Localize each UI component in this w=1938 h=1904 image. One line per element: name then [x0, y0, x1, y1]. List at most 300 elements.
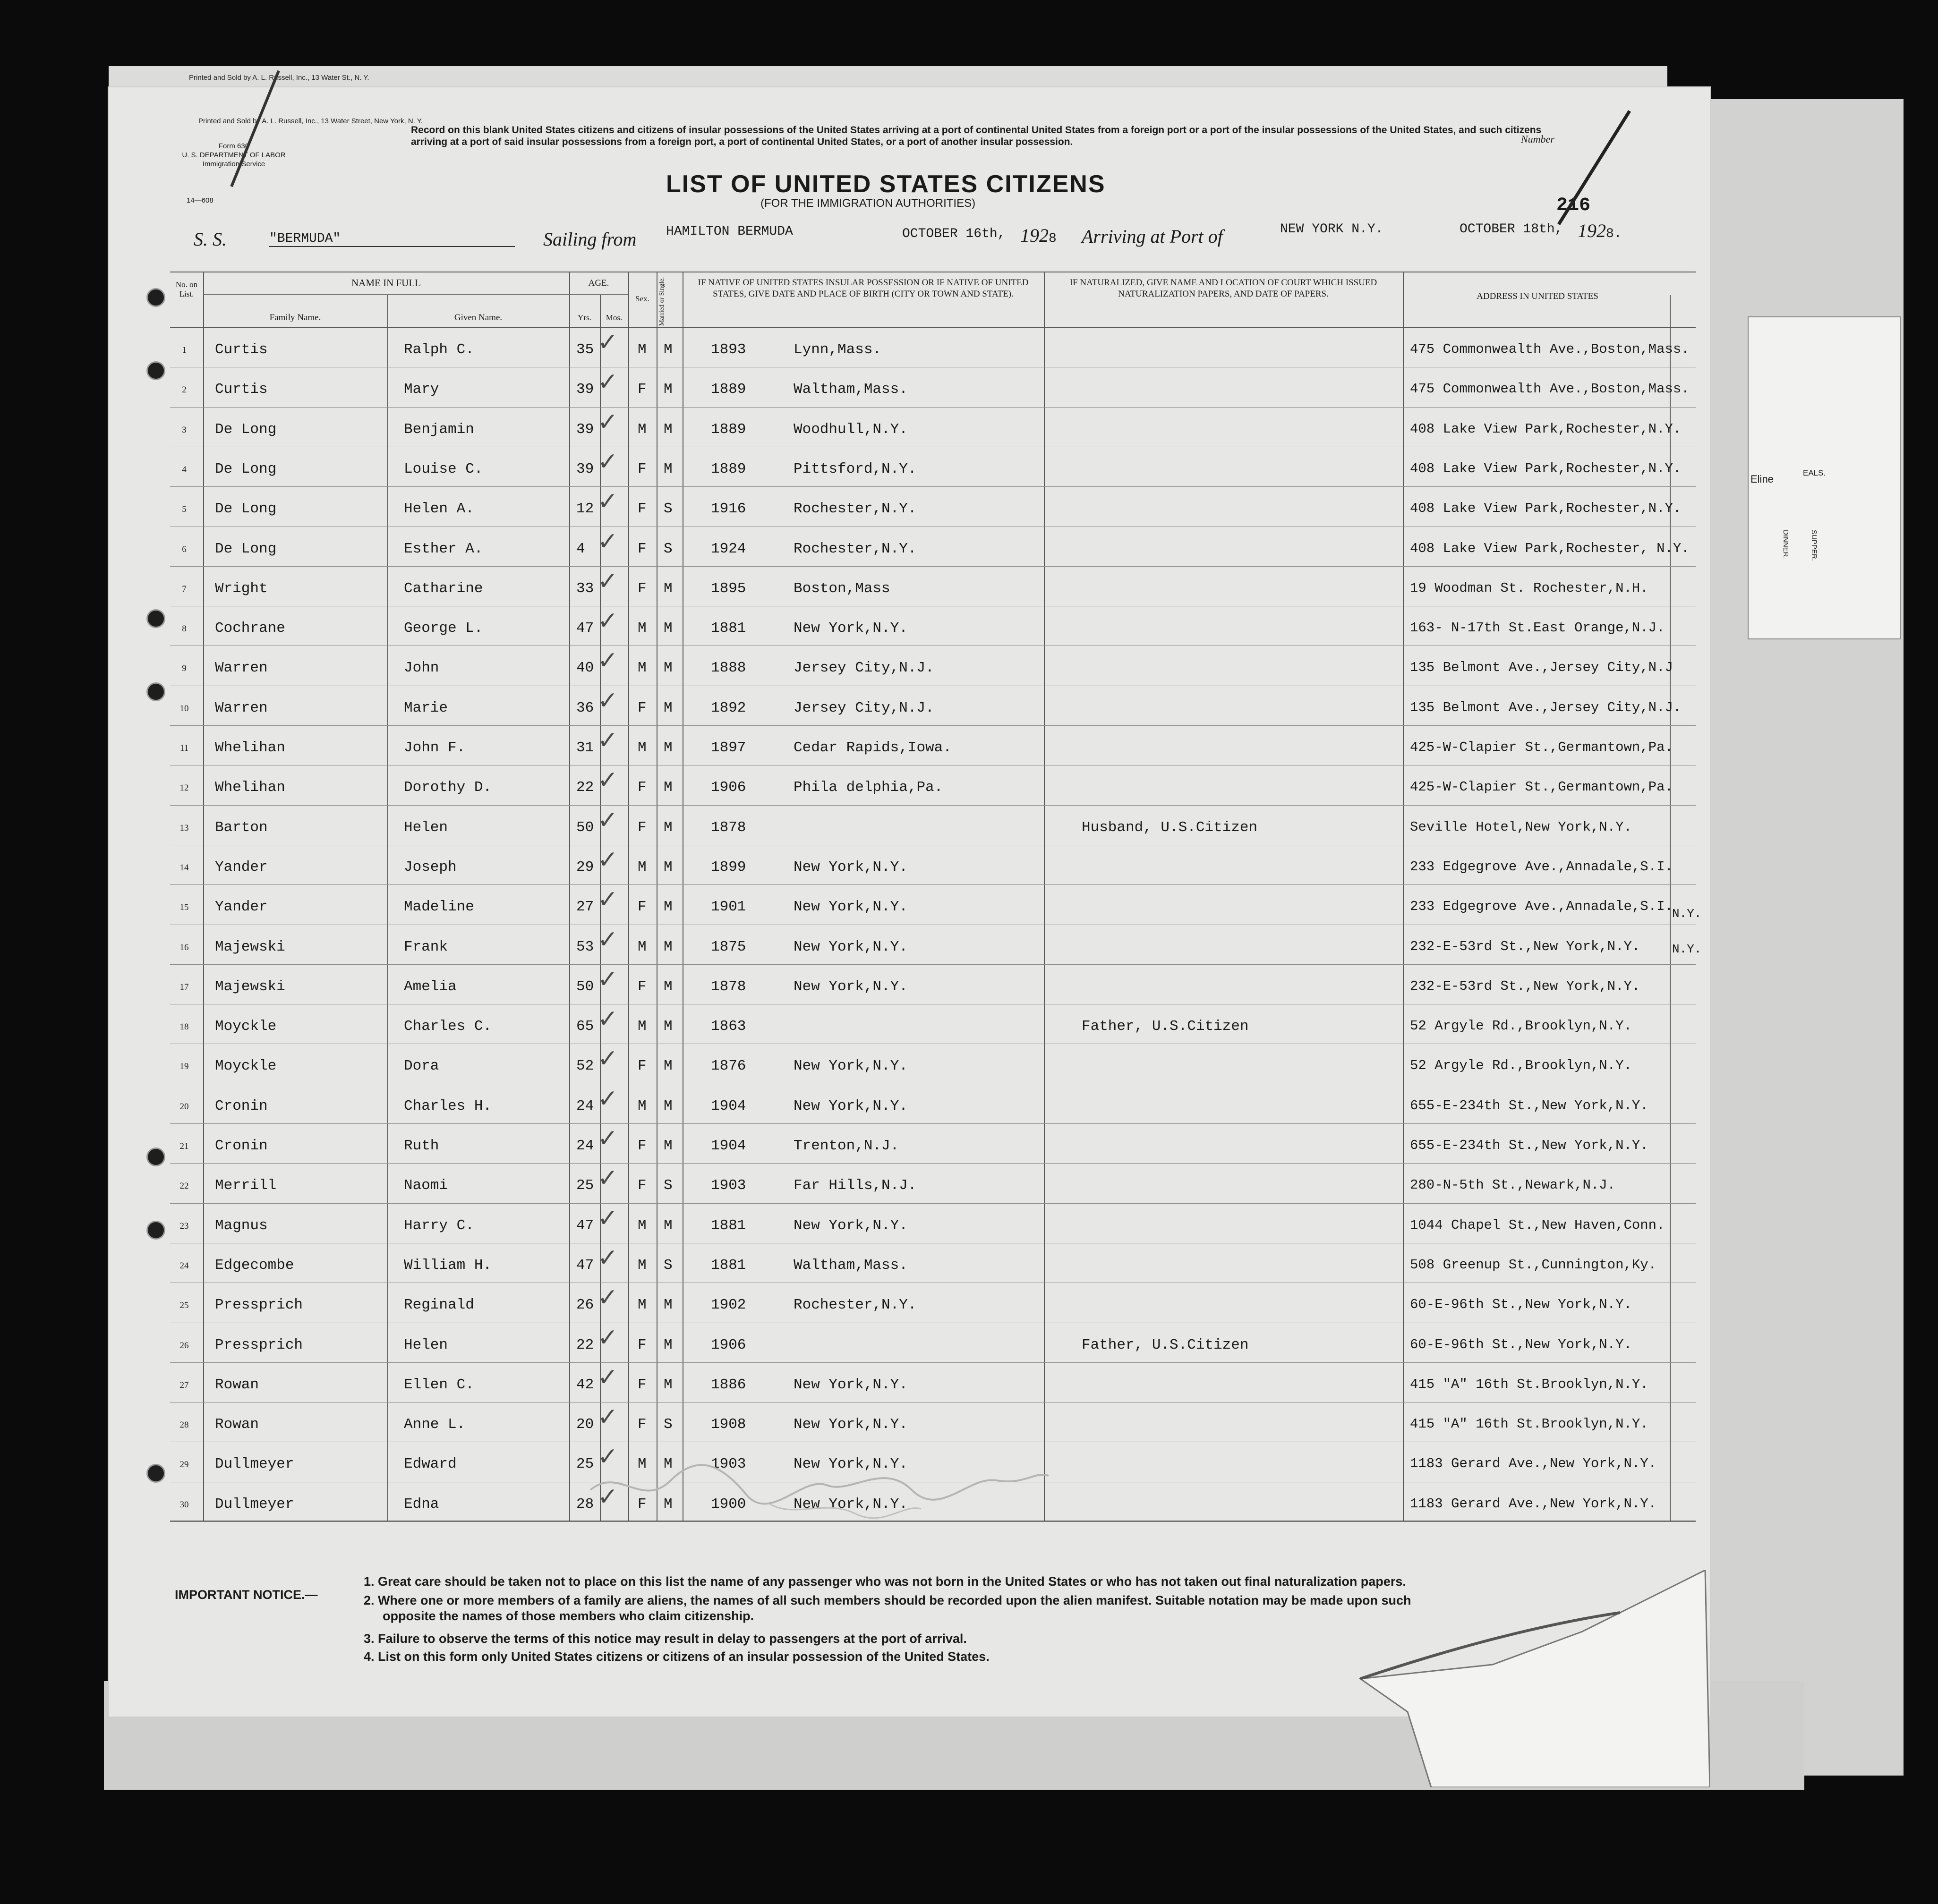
cell-no: 11 [179, 743, 189, 753]
side-dinner-label: DINNER. [1782, 530, 1790, 559]
page-number: 216 [1556, 195, 1591, 216]
cell-place: New York,N.Y. [794, 899, 908, 916]
cell-no: 26 [179, 1340, 189, 1351]
table-row [170, 1004, 1696, 1044]
cell-place: New York,N.Y. [794, 978, 908, 995]
cell-address: 232-E-53rd St.,New York,N.Y. [1410, 978, 1640, 994]
cell-address: 655-E-234th St.,New York,N.Y. [1410, 1138, 1648, 1153]
cell-place: Phila delphia,Pa. [794, 779, 943, 796]
arrival-year-prefix: 192 [1578, 220, 1606, 241]
cell-ms: M [664, 460, 673, 477]
cell-year: 1875 [711, 938, 746, 955]
header-address: ADDRESS IN UNITED STATES [1477, 291, 1598, 301]
cell-age: 39 [576, 460, 594, 477]
cell-nat: Husband, U.S.Citizen [1082, 819, 1258, 836]
header-sex: Sex. [635, 294, 649, 303]
cell-sex: F [638, 460, 647, 477]
checkmark-icon: ✓ [598, 567, 618, 595]
cell-ms: M [664, 341, 673, 358]
cell-age: 39 [576, 421, 594, 438]
cell-sex: F [638, 1376, 647, 1393]
cell-year: 1897 [711, 740, 746, 756]
checkmark-icon: ✓ [598, 1084, 618, 1113]
page-title: LIST OF UNITED STATES CITIZENS [666, 170, 1106, 198]
cell-sex: F [638, 1496, 647, 1513]
cell-address: 508 Greenup St.,Cunnington,Ky. [1410, 1257, 1657, 1273]
checkmark-icon: ✓ [598, 806, 618, 834]
cell-family: Cronin [215, 1138, 268, 1154]
cell-nat: Father, U.S.Citizen [1082, 1336, 1249, 1353]
cell-family: De Long [215, 460, 277, 477]
cell-family: De Long [215, 421, 277, 438]
table-row [170, 1084, 1696, 1123]
cell-year: 1889 [711, 460, 746, 477]
cell-ms: M [664, 1297, 673, 1314]
table-row [170, 486, 1696, 526]
cell-year: 1902 [711, 1297, 746, 1314]
cell-family: Yander [215, 899, 268, 916]
cell-age: 33 [576, 580, 594, 597]
cell-year: 1906 [711, 779, 746, 796]
table-row [170, 725, 1696, 765]
arriving-label: Arriving at Port of [1082, 226, 1223, 247]
cell-place: Rochester,N.Y. [794, 1297, 917, 1314]
cell-given: Edward [404, 1456, 457, 1473]
cell-address: 52 Argyle Rd.,Brooklyn,N.Y. [1410, 1018, 1632, 1034]
cell-age: 47 [576, 1257, 594, 1274]
cell-ms: M [664, 381, 673, 398]
cell-family: De Long [215, 540, 277, 557]
cell-age: 52 [576, 1058, 594, 1075]
cell-ms: M [664, 620, 673, 637]
cell-family: Majewski [215, 978, 285, 995]
checkmark-icon: ✓ [598, 965, 618, 994]
cell-sex: M [638, 740, 647, 756]
cell-given: Louise C. [404, 460, 483, 477]
notice-item-1: 1. Great care should be taken not to place on this list the name of any passenger who was not born in the United States or who has not taken out final naturalization papers. [364, 1574, 1406, 1589]
cell-sex: M [638, 1257, 647, 1274]
cell-year: 1908 [711, 1416, 746, 1433]
cell-family: Majewski [215, 938, 285, 955]
arrival-port: NEW YORK N.Y. [1280, 222, 1383, 237]
cell-address: 60-E-96th St.,New York,N.Y. [1410, 1297, 1632, 1313]
punch-hole [146, 682, 165, 701]
cell-sex: M [638, 421, 647, 438]
checkmark-icon: ✓ [598, 607, 618, 636]
side-supper-label: SUPPER. [1810, 530, 1818, 561]
address-ny-mark-14: N.Y. [1672, 907, 1702, 921]
table-row [170, 1323, 1696, 1362]
cell-family: Merrill [215, 1177, 277, 1194]
cell-ms: M [664, 1138, 673, 1154]
cell-sex: F [638, 501, 647, 518]
cell-sex: M [638, 1097, 647, 1114]
cell-no: 19 [179, 1062, 189, 1072]
cell-ms: M [664, 1496, 673, 1513]
checkmark-icon: ✓ [598, 1403, 618, 1432]
cell-place: Far Hills,N.J. [794, 1177, 917, 1194]
cell-address: 408 Lake View Park,Rochester, N.Y. [1410, 540, 1690, 556]
cell-age: 22 [576, 779, 594, 796]
cell-age: 36 [576, 699, 594, 716]
cell-given: Naomi [404, 1177, 448, 1194]
cell-sex: F [638, 540, 647, 557]
cell-address: Seville Hotel,New York,N.Y. [1410, 819, 1632, 835]
cell-year: 1878 [711, 819, 746, 836]
cell-family: Rowan [215, 1416, 259, 1433]
punch-hole [146, 288, 165, 307]
table-row [170, 566, 1696, 606]
cell-place: Cedar Rapids,Iowa. [794, 740, 952, 756]
cell-year: 1892 [711, 699, 746, 716]
cell-age: 65 [576, 1018, 594, 1035]
header-age-rule [569, 294, 628, 295]
cell-sex: M [638, 341, 647, 358]
cell-family: Pressprich [215, 1336, 303, 1353]
cell-sex: M [638, 858, 647, 876]
notice-item-3: 3. Failure to observe the terms of this notice may result in delay to passengers at the port of arrival. [364, 1632, 967, 1646]
checkmark-icon: ✓ [598, 1323, 618, 1352]
checkmark-icon: ✓ [598, 686, 618, 715]
checkmark-icon: ✓ [598, 845, 618, 874]
table-row [170, 845, 1696, 884]
side-index-card [1748, 316, 1901, 639]
checkmark-icon: ✓ [598, 487, 618, 516]
table-row [170, 1123, 1696, 1163]
cell-age: 50 [576, 819, 594, 836]
table-row [170, 1044, 1696, 1083]
cell-no: 28 [179, 1420, 189, 1430]
cell-sex: F [638, 1416, 647, 1433]
arrival-year-suffix: 8. [1606, 227, 1622, 241]
torn-corner [1289, 1570, 1710, 1787]
cell-address: 415 "A" 16th St.Brooklyn,N.Y. [1410, 1416, 1648, 1432]
cell-ms: M [664, 660, 673, 677]
cell-no: 12 [179, 783, 189, 793]
cell-ms: S [664, 1416, 673, 1433]
cell-age: 4 [576, 540, 585, 557]
cell-address: 475 Commonwealth Ave.,Boston,Mass. [1410, 341, 1690, 357]
cell-ms: M [664, 1097, 673, 1114]
cell-age: 53 [576, 938, 594, 955]
arrival-date: OCTOBER 18th, [1460, 222, 1563, 237]
cell-no: 20 [179, 1101, 189, 1112]
cell-sex: M [638, 1217, 647, 1234]
cell-age: 29 [576, 858, 594, 876]
cell-given: Ruth [404, 1138, 439, 1154]
notice-item-2b: opposite the names of those members who claim citizenship. [383, 1609, 754, 1623]
header-birth: IF NATIVE OF UNITED STATES INSULAR POSSESSION OR IF NATIVE OF UNITED STATES, GIVE DATE AND PLACE OF BIRTH (CITY OR TOWN AND STATE). [698, 278, 1029, 299]
table-row [170, 646, 1696, 685]
cell-address: 425-W-Clapier St.,Germantown,Pa. [1410, 740, 1673, 755]
cell-year: 1863 [711, 1018, 746, 1035]
cell-address: 425-W-Clapier St.,Germantown,Pa. [1410, 779, 1673, 795]
cell-place: Pittsford,N.Y. [794, 460, 917, 477]
cell-place: New York,N.Y. [794, 1456, 908, 1473]
cell-no: 23 [179, 1221, 189, 1231]
cell-ms: M [664, 699, 673, 716]
ship-name: "BERMUDA" [269, 231, 515, 247]
service: Immigration Service [202, 160, 265, 168]
cell-family: Dullmeyer [215, 1496, 294, 1513]
cell-year: 1878 [711, 978, 746, 995]
checkmark-icon: ✓ [598, 1045, 618, 1073]
cell-family: Pressprich [215, 1297, 303, 1314]
checkmark-icon: ✓ [598, 1443, 618, 1471]
cell-year: 1881 [711, 1257, 746, 1274]
cell-age: 42 [576, 1376, 594, 1393]
cell-ms: M [664, 779, 673, 796]
cell-year: 1895 [711, 580, 746, 597]
cell-no: 18 [179, 1022, 189, 1032]
cell-age: 26 [576, 1297, 594, 1314]
cell-family: Cronin [215, 1097, 268, 1114]
cell-age: 20 [576, 1416, 594, 1433]
cell-year: 1906 [711, 1336, 746, 1353]
cell-given: Catharine [404, 580, 483, 597]
cell-age: 31 [576, 740, 594, 756]
cell-address: 415 "A" 16th St.Brooklyn,N.Y. [1410, 1376, 1648, 1392]
department: U. S. DEPARTMENT OF LABOR [182, 151, 286, 159]
ss-label: S. S. [194, 229, 227, 250]
header-name-rule [203, 294, 569, 295]
cell-no: 25 [179, 1300, 189, 1311]
cell-no: 3 [182, 425, 187, 435]
cell-address: 1183 Gerard Ave.,New York,N.Y. [1410, 1456, 1657, 1472]
cell-given: Marie [404, 699, 448, 716]
cell-no: 9 [182, 663, 187, 674]
cell-place: New York,N.Y. [794, 1376, 908, 1393]
cell-family: De Long [215, 501, 277, 518]
cell-given: Benjamin [404, 421, 474, 438]
cell-no: 5 [182, 504, 187, 515]
cell-age: 24 [576, 1097, 594, 1114]
cell-no: 24 [179, 1260, 189, 1271]
cell-sex: M [638, 938, 647, 955]
cell-place: New York,N.Y. [794, 938, 908, 955]
cell-address: 233 Edgegrove Ave.,Annadale,S.I. [1410, 858, 1673, 875]
cell-given: John [404, 660, 439, 677]
cell-ms: M [664, 1456, 673, 1473]
cell-sex: F [638, 580, 647, 597]
cell-family: Whelihan [215, 779, 285, 796]
cell-sex: F [638, 819, 647, 836]
cell-no: 21 [179, 1141, 189, 1151]
cell-age: 47 [576, 620, 594, 637]
cell-no: 27 [179, 1380, 189, 1390]
cell-ms: S [664, 1257, 673, 1274]
cell-family: Rowan [215, 1376, 259, 1393]
cell-given: Edna [404, 1496, 439, 1513]
cell-family: Curtis [215, 341, 268, 358]
punch-hole [146, 1221, 165, 1240]
cell-no: 30 [179, 1499, 189, 1510]
cell-family: Moyckle [215, 1018, 277, 1035]
cell-sex: F [638, 381, 647, 398]
cell-year: 1901 [711, 899, 746, 916]
cell-place: New York,N.Y. [794, 1097, 908, 1114]
table-row [170, 447, 1696, 486]
table-row [170, 925, 1696, 964]
cell-address: 280-N-5th St.,Newark,N.J. [1410, 1177, 1616, 1193]
cell-sex: F [638, 779, 647, 796]
cell-no: 7 [182, 584, 187, 594]
cell-given: Harry C. [404, 1217, 474, 1234]
cell-ms: S [664, 540, 673, 557]
cell-address: 60-E-96th St.,New York,N.Y. [1410, 1336, 1632, 1352]
checkmark-icon: ✓ [598, 1284, 618, 1312]
important-notice-label: IMPORTANT NOTICE.— [175, 1588, 318, 1602]
cell-no: 8 [182, 624, 187, 634]
table-header [170, 272, 1696, 327]
cell-ms: M [664, 978, 673, 995]
cell-sex: F [638, 1336, 647, 1353]
cell-sex: F [638, 1058, 647, 1075]
cell-year: 1916 [711, 501, 746, 518]
cell-ms: M [664, 580, 673, 597]
table-row [170, 327, 1696, 367]
table-row [170, 1283, 1696, 1322]
side-fragment-text: Eline [1750, 473, 1774, 485]
cell-ms: M [664, 1376, 673, 1393]
cell-given: Esther A. [404, 540, 483, 557]
cell-given: Reginald [404, 1297, 474, 1314]
checkmark-icon: ✓ [598, 726, 618, 755]
cell-age: 47 [576, 1217, 594, 1234]
cell-sex: M [638, 1456, 647, 1473]
cell-given: William H. [404, 1257, 492, 1274]
checkmark-icon: ✓ [598, 328, 618, 357]
cell-given: Charles H. [404, 1097, 492, 1114]
cell-family: Warren [215, 660, 268, 677]
manifest-table [170, 272, 1702, 1528]
table-row [170, 527, 1696, 566]
cell-place: Waltham,Mass. [794, 1257, 908, 1274]
form-number: Form 630 [218, 142, 249, 150]
table-row [170, 606, 1696, 646]
cell-age: 50 [576, 978, 594, 995]
record-notice: Record on this blank United States citizens and citizens of insular possessions of the United States arriving at a port of continental United States from a foreign port or a port of the insular possessions of the United States, and such citizens arriving at a port of said insular possessions from a foreign port, a port of continental United States, or a port of another insular possession. [411, 125, 1542, 147]
cell-sex: M [638, 620, 647, 637]
punch-hole [146, 1464, 165, 1483]
cell-address: 163- N-17th St.East Orange,N.J. [1410, 620, 1665, 636]
cell-place: New York,N.Y. [794, 1496, 908, 1513]
checkmark-icon: ✓ [598, 885, 618, 914]
header-age: AGE. [588, 278, 609, 288]
cell-family: Magnus [215, 1217, 268, 1234]
cell-year: 1903 [711, 1456, 746, 1473]
cell-address: 52 Argyle Rd.,Brooklyn,N.Y. [1410, 1058, 1632, 1074]
cell-age: 24 [576, 1138, 594, 1154]
cell-age: 40 [576, 660, 594, 677]
cell-year: 1888 [711, 660, 746, 677]
cell-family: Whelihan [215, 740, 285, 756]
checkmark-icon: ✓ [598, 447, 618, 476]
cell-address: 19 Woodman St. Rochester,N.H. [1410, 580, 1648, 596]
cell-sex: M [638, 1297, 647, 1314]
cell-given: Dora [404, 1058, 439, 1075]
sail-year [1020, 224, 1057, 246]
cell-family: Edgecombe [215, 1257, 294, 1274]
cell-age: 27 [576, 899, 594, 916]
cell-address: 1183 Gerard Ave.,New York,N.Y. [1410, 1496, 1657, 1512]
cell-no: 16 [179, 942, 189, 952]
cell-sex: F [638, 1138, 647, 1154]
table-row [170, 1203, 1696, 1243]
cell-nat: Father, U.S.Citizen [1082, 1018, 1249, 1035]
cell-address: 233 Edgegrove Ave.,Annadale,S.I. [1410, 899, 1673, 915]
cell-address: 655-E-234th St.,New York,N.Y. [1410, 1097, 1648, 1114]
cell-place: New York,N.Y. [794, 620, 908, 637]
cell-family: Curtis [215, 381, 268, 398]
table-row [170, 367, 1696, 407]
notice-item-4: 4. List on this form only United States citizens or citizens of an insular possession of the United States. [364, 1649, 990, 1664]
cell-ms: M [664, 1058, 673, 1075]
cell-given: Charles C. [404, 1018, 492, 1035]
cell-address: 135 Belmont Ave.,Jersey City,N.J [1410, 660, 1673, 676]
checkmark-icon: ✓ [598, 1482, 618, 1511]
checkmark-icon: ✓ [598, 1124, 618, 1153]
cell-address: 408 Lake View Park,Rochester,N.Y. [1410, 501, 1682, 517]
punch-hole [146, 361, 165, 380]
table-row [170, 765, 1696, 805]
table-row [170, 1402, 1696, 1442]
page-subtitle: (FOR THE IMMIGRATION AUTHORITIES) [760, 197, 976, 210]
cell-family: Wright [215, 580, 268, 597]
checkmark-icon: ✓ [598, 1204, 618, 1232]
sailing-from: HAMILTON BERMUDA [666, 224, 793, 239]
cell-no: 10 [179, 703, 189, 714]
cell-year: 1889 [711, 381, 746, 398]
pen-slash [1549, 106, 1644, 229]
checkmark-icon: ✓ [598, 1005, 618, 1034]
cell-address: 232-E-53rd St.,New York,N.Y. [1410, 938, 1640, 954]
cell-family: Moyckle [215, 1058, 277, 1075]
cell-place: Rochester,N.Y. [794, 501, 917, 518]
cell-place: Jersey City,N.J. [794, 699, 934, 716]
cell-year: 1904 [711, 1097, 746, 1114]
cell-year: 1903 [711, 1177, 746, 1194]
table-row [170, 407, 1696, 447]
cell-family: Dullmeyer [215, 1456, 294, 1473]
cell-given: Dorothy D. [404, 779, 492, 796]
cell-address: 408 Lake View Park,Rochester,N.Y. [1410, 460, 1682, 476]
cell-year: 1904 [711, 1138, 746, 1154]
cell-place: New York,N.Y. [794, 858, 908, 876]
cell-year: 1889 [711, 421, 746, 438]
checkmark-icon: ✓ [598, 527, 618, 556]
cell-family: Warren [215, 699, 268, 716]
cell-place: Woodhull,N.Y. [794, 421, 908, 438]
cell-place: New York,N.Y. [794, 1217, 908, 1234]
checkmark-icon: ✓ [598, 925, 618, 954]
cell-age: 12 [576, 501, 594, 518]
table-row [170, 805, 1696, 845]
header-married: Married or Single. [658, 277, 666, 326]
checkmark-icon: ✓ [598, 1164, 618, 1193]
side-col-label: EALS. [1803, 468, 1826, 477]
cell-given: Helen [404, 1336, 448, 1353]
cell-no: 6 [182, 544, 187, 554]
cell-no: 15 [179, 902, 189, 913]
cell-address: 475 Commonwealth Ave.,Boston,Mass. [1410, 381, 1690, 397]
cell-year: 1876 [711, 1058, 746, 1075]
header-naturalized: IF NATURALIZED, GIVE NAME AND LOCATION OF COURT WHICH ISSUED NATURALIZATION PAPERS, AND DATE OF PAPERS. [1069, 278, 1377, 299]
cell-year: 1881 [711, 1217, 746, 1234]
cell-ms: S [664, 1177, 673, 1194]
cell-year: 1881 [711, 620, 746, 637]
cell-place: Waltham,Mass. [794, 381, 908, 398]
